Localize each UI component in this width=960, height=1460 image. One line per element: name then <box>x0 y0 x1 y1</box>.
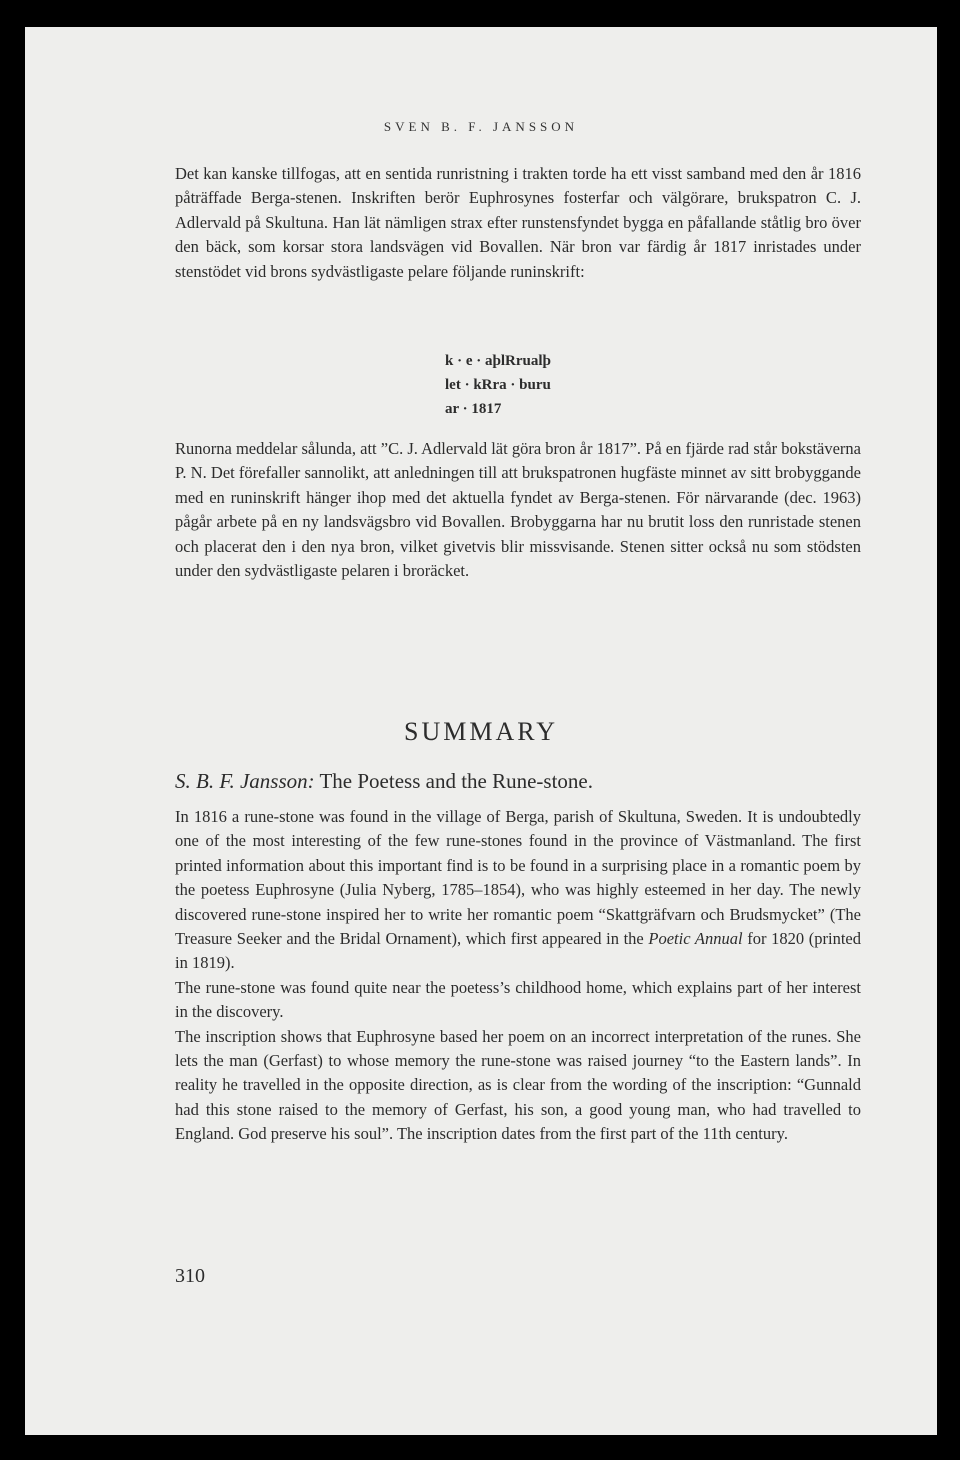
document-page <box>25 27 937 1435</box>
summary-title-text: The Poetess and the Rune-stone. <box>314 769 594 793</box>
swedish-paragraph-2-text: Runorna meddelar sålunda, att ”C. J. Adlervald lät göra bron år 1817”. På en fjärde rad står bokstäverna P. N. Det förefaller sannolikt, att anledningen till att brukspatronen hugfäste minnet av sitt brobyggande med en runinskrift hänger ihop med det aktuella fyndet av Berga-stenen. För närvarande (dec. 1963) pågår arbete på en ny landsvägsbro vid Bovallen. Brobyggarna har nu brutit loss den runristade stenen och placerat den i den nya bron, vilket givetvis blir missvisande. Stenen sitter också nu som stödsten under den sydvästligaste pelaren i broräcket. <box>175 439 861 581</box>
summary-author: S. B. F. Jansson: <box>175 769 315 793</box>
page-number: 310 <box>175 1265 205 1287</box>
english-paragraph-2: The rune-stone was found quite near the poetess’s childhood home, which explains part of her interest in the discovery. <box>175 977 861 1022</box>
swedish-paragraph-1-text: Det kan kanske tillfogas, att en sentida runristning i trakten torde ha ett visst samband med den år 1816 påträffade Berga-stenen. Inskriften berör Euphrosynes fosterfar och välgörare, brukspatron C. J. Adlervald på Skultuna. Han lät nämligen strax efter runstensfyndet bygga en påfallande ståtlig bro över den bäck, som korsar stora landsvägen vid Bovallen. När bron var färdig år 1817 inristades under stenstödet vid brons sydvästligaste pelare följande runinskrift: <box>175 164 861 281</box>
english-summary <box>175 805 861 1147</box>
inscription-line-2: let · kRra · buru <box>445 377 551 393</box>
poetic-annual-title: Poetic Annual <box>648 929 743 949</box>
english-paragraph-1-part2: for 1820 (printed in 1819). <box>175 929 861 973</box>
running-header: SVEN B. F. JANSSON <box>383 119 579 134</box>
english-paragraph-1 <box>175 805 861 976</box>
inscription-line-1: k · e · aþlRrualþ <box>445 353 551 369</box>
summary-title <box>175 769 593 794</box>
english-paragraph-3: The inscription shows that Euphrosyne based her poem on an incorrect interpretation of the runes. She lets the man (Gerfast) to whose memory the rune-stone was raised journey “to the Eastern lands”. In reality he travelled in the opposite direction, as is clear from the wording of the inscription: “Gunnald had this stone raised to the memory of Gerfast, his son, a good young man, who had travelled to England. God preserve his soul”. The inscription dates from the first part of the 11th century. <box>175 1026 861 1144</box>
inscription-line-3: ar · 1817 <box>445 401 502 417</box>
summary-heading: SUMMARY <box>404 717 558 746</box>
english-paragraph-1-part1: In 1816 a rune-stone was found in the village of Berga, parish of Skultuna, Sweden. It is undoubtedly one of the most interesting of the few rune-stones found in the province of Västmanland. The first printed information about this important find is to be found in a surprising place in a romantic poem by the poetess Euphrosyne (Julia Nyberg, 1785–1854), who was highly esteemed in her day. The newly discovered rune-stone inspired her to write her romantic poem “Skattgräfvarn och Brudsmycket” (The Treasure Seeker and the Bridal Ornament), which first appeared in the <box>175 807 861 949</box>
runic-inscription <box>445 349 551 421</box>
swedish-paragraph-2 <box>175 437 861 583</box>
swedish-paragraph-1 <box>175 162 861 284</box>
